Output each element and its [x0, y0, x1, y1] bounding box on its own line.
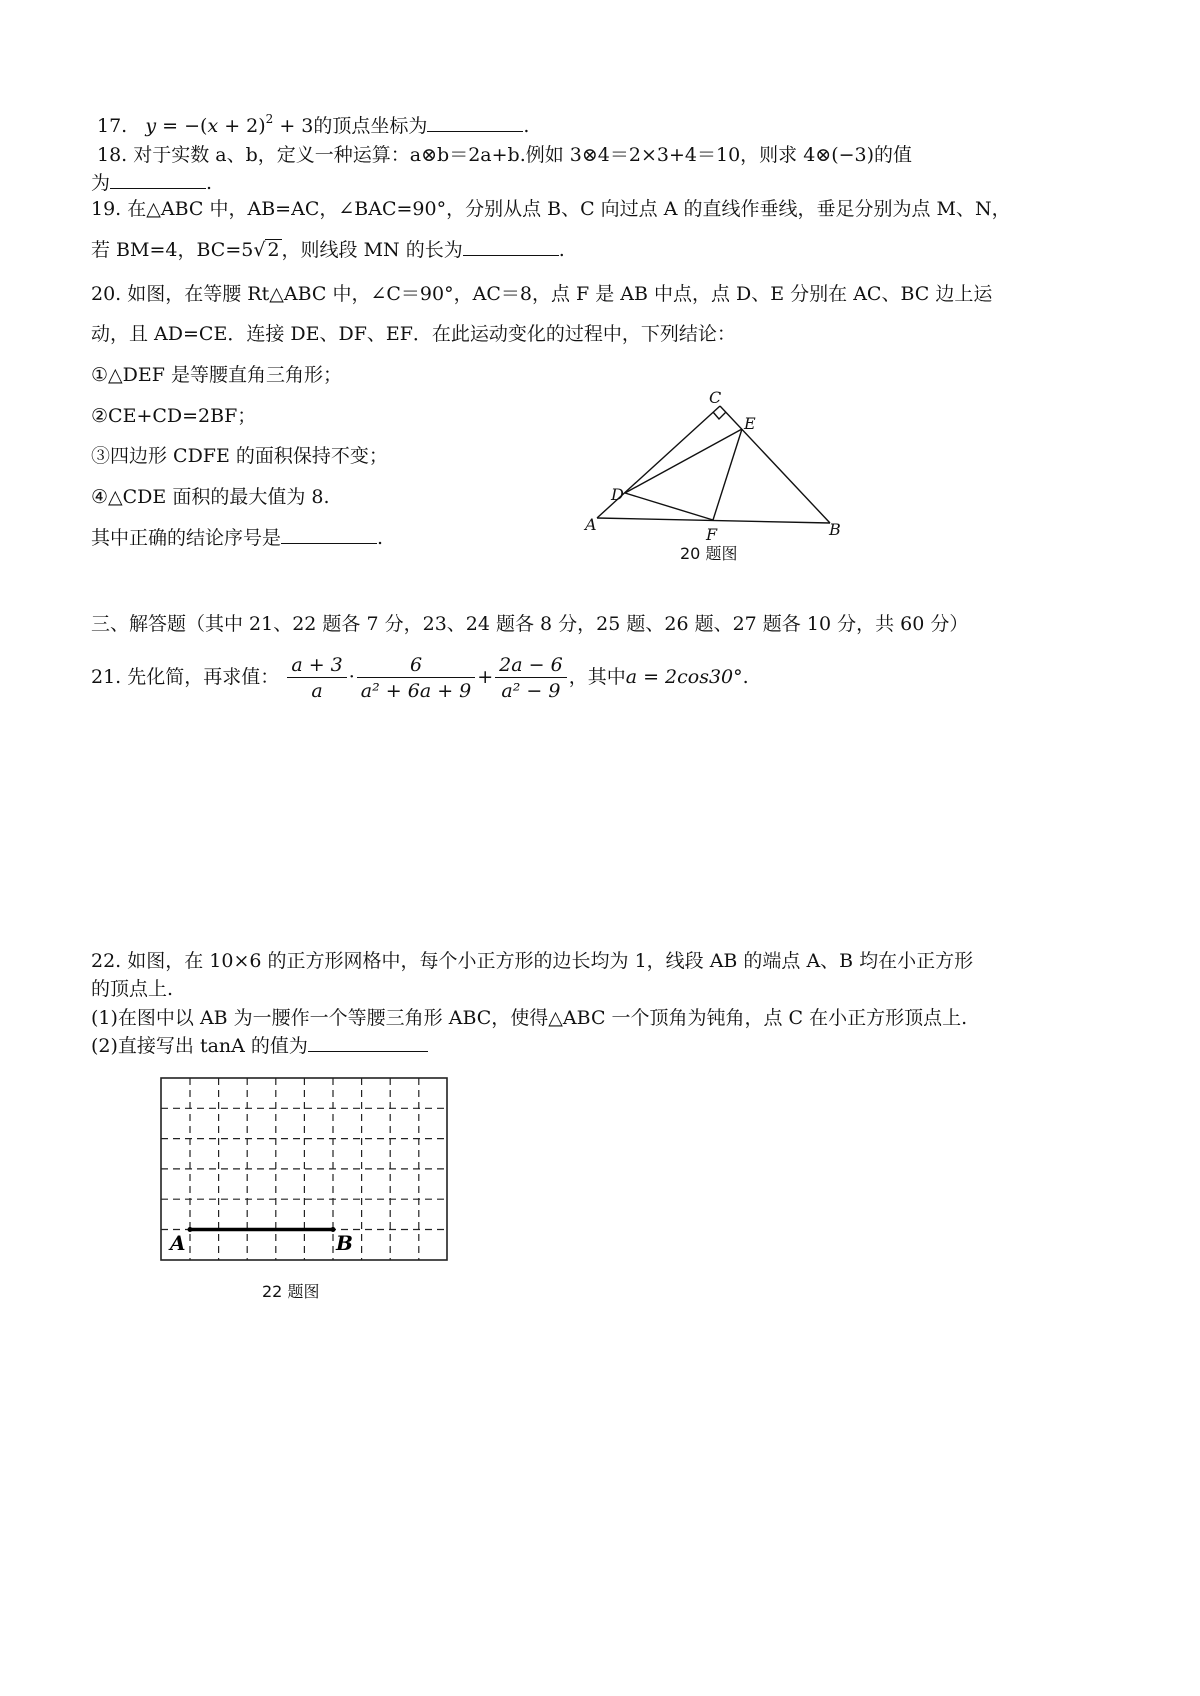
q21-fraction-2: [357, 653, 475, 704]
segment-CB: [720, 406, 830, 523]
q19-text: 在△ABC 中，AB=AC，∠BAC=90°，分别从点 B、C 向过点 A 的直线作垂线，垂足分别为点 M、N，: [127, 198, 1011, 220]
label-B: B: [336, 1231, 353, 1255]
q18-prefix: 为: [91, 172, 111, 194]
q20-item-2: ②CE+CD=2BF；: [91, 405, 257, 427]
q21-prefix: 先化简，再求值：: [127, 666, 280, 688]
label-D: D: [611, 485, 624, 504]
grid-dashed-lines: [161, 1078, 447, 1260]
q17-formula: $y = -(x + 2)^2 + 3$: [145, 112, 314, 137]
label-C: C: [709, 388, 722, 407]
sqrt-symbol: √: [253, 239, 266, 261]
q20-line1: [91, 281, 992, 307]
q17-period: .: [523, 115, 530, 137]
q21-fraction-1: [287, 653, 346, 704]
q20-text1: 如图，在等腰 Rt△ABC 中，∠C＝90°，AC＝8，点 F 是 AB 中点，点 D、E 分别在 AC、BC 边上运: [127, 283, 993, 305]
q20-number: 20.: [91, 283, 122, 305]
point-B: [331, 1227, 336, 1232]
q21-suffix: ，其中: [568, 666, 626, 688]
q19-sqrt: 2: [267, 239, 280, 261]
q20-item-4: ④△CDE 面积的最大值为 8.: [91, 486, 330, 508]
q18-number: 18.: [97, 144, 128, 166]
fraction-3-numerator: 2a − 6: [495, 653, 567, 678]
fraction-1-numerator: a + 3: [287, 653, 346, 678]
fraction-2-denominator: a² + 6a + 9: [360, 679, 472, 702]
q19-answer-blank[interactable]: [463, 237, 559, 256]
section-3-title: 三、解答题（其中 21、22 题各 7 分，23、24 题各 8 分，25 题、26 题、27 题各 10 分，共 60 分）: [91, 613, 969, 635]
q22-part-1: (1)在图中以 AB 为一腰作一个等腰三角形 ABC，使得△ABC 一个顶角为钝角，点 C 在小正方形顶点上.: [91, 1007, 968, 1029]
q17-answer-blank[interactable]: [427, 113, 523, 132]
q22-figure-caption: 22 题图: [262, 1282, 320, 1301]
q21-condition: a = 2cos30°: [625, 666, 743, 688]
q20-answer-line: [91, 525, 383, 551]
label-E: E: [744, 414, 756, 433]
q22-answer-blank[interactable]: [308, 1033, 428, 1052]
q19-prefix: 若 BM=4，BC=5: [91, 239, 254, 261]
q17-text: 的顶点坐标为: [313, 115, 428, 137]
fraction-3-denominator: a² − 9: [501, 679, 561, 702]
label-B: B: [829, 520, 841, 539]
q17-number: 17.: [97, 115, 128, 137]
q20-line2: [91, 321, 736, 347]
q19-line2: [91, 237, 565, 263]
q18-line2: [91, 170, 212, 196]
q20-text2: 动，且 AD=CE．连接 DE、DF、EF．在此运动变化的过程中，下列结论：: [91, 323, 736, 345]
q17: [97, 113, 529, 139]
q21: 21. 先化简，再求值： $\frac{a + 3}{a}$ · $\frac{6}{\text{a² + 6a + 9}}$ + $\frac{2a - 6}{\text{a² − 9}}$ ，其中a = 2cos30°.: [91, 653, 749, 702]
q18-period: .: [206, 172, 213, 194]
label-A: A: [170, 1231, 186, 1255]
right-angle-mark: [713, 412, 726, 419]
q22-number: 22.: [91, 950, 122, 972]
q18-line1: [97, 142, 912, 168]
label-A: A: [585, 515, 597, 534]
q18-text: 对于实数 a、b，定义一种运算：a⊗b＝2a+b.例如 3⊗4＝2×3+4＝10，则求 4⊗(−3)的值: [133, 144, 913, 166]
fraction-1-denominator: a: [311, 679, 323, 702]
q20-figure-caption: 20 题图: [680, 544, 738, 563]
label-F: F: [706, 525, 718, 544]
q22-part-2: [91, 1033, 428, 1059]
q18-answer-blank[interactable]: [110, 170, 206, 189]
q22-line1: [91, 948, 973, 974]
q20-item-3: ③四边形 CDFE 的面积保持不变；: [91, 445, 388, 467]
q20-answer-prefix: 其中正确的结论序号是: [91, 527, 282, 549]
q22-grid-figure: [150, 1070, 450, 1270]
q22-line2: 的顶点上.: [91, 978, 174, 1000]
q19-suffix: ，则线段 MN 的长为: [281, 239, 463, 261]
q19-line1: [91, 196, 1011, 222]
q21-period: .: [742, 666, 749, 688]
q20-item-1: ①△DEF 是等腰直角三角形；: [91, 364, 342, 386]
point-A: [188, 1227, 193, 1232]
q19-period: .: [558, 239, 565, 261]
fraction-2-numerator: 6: [357, 653, 475, 678]
q22-part2-text: (2)直接写出 tanA 的值为: [91, 1035, 308, 1057]
q21-number: 21.: [91, 666, 122, 688]
q20-answer-blank[interactable]: [281, 525, 377, 544]
segment-DF: [625, 493, 713, 520]
q22-text1: 如图，在 10×6 的正方形网格中，每个小正方形的边长均为 1，线段 AB 的端点 A、B 均在小正方形: [127, 950, 974, 972]
q21-fraction-3: [495, 653, 567, 704]
q20-triangle-figure: [585, 390, 865, 550]
q20-period: .: [377, 527, 384, 549]
q19-number: 19.: [91, 198, 122, 220]
